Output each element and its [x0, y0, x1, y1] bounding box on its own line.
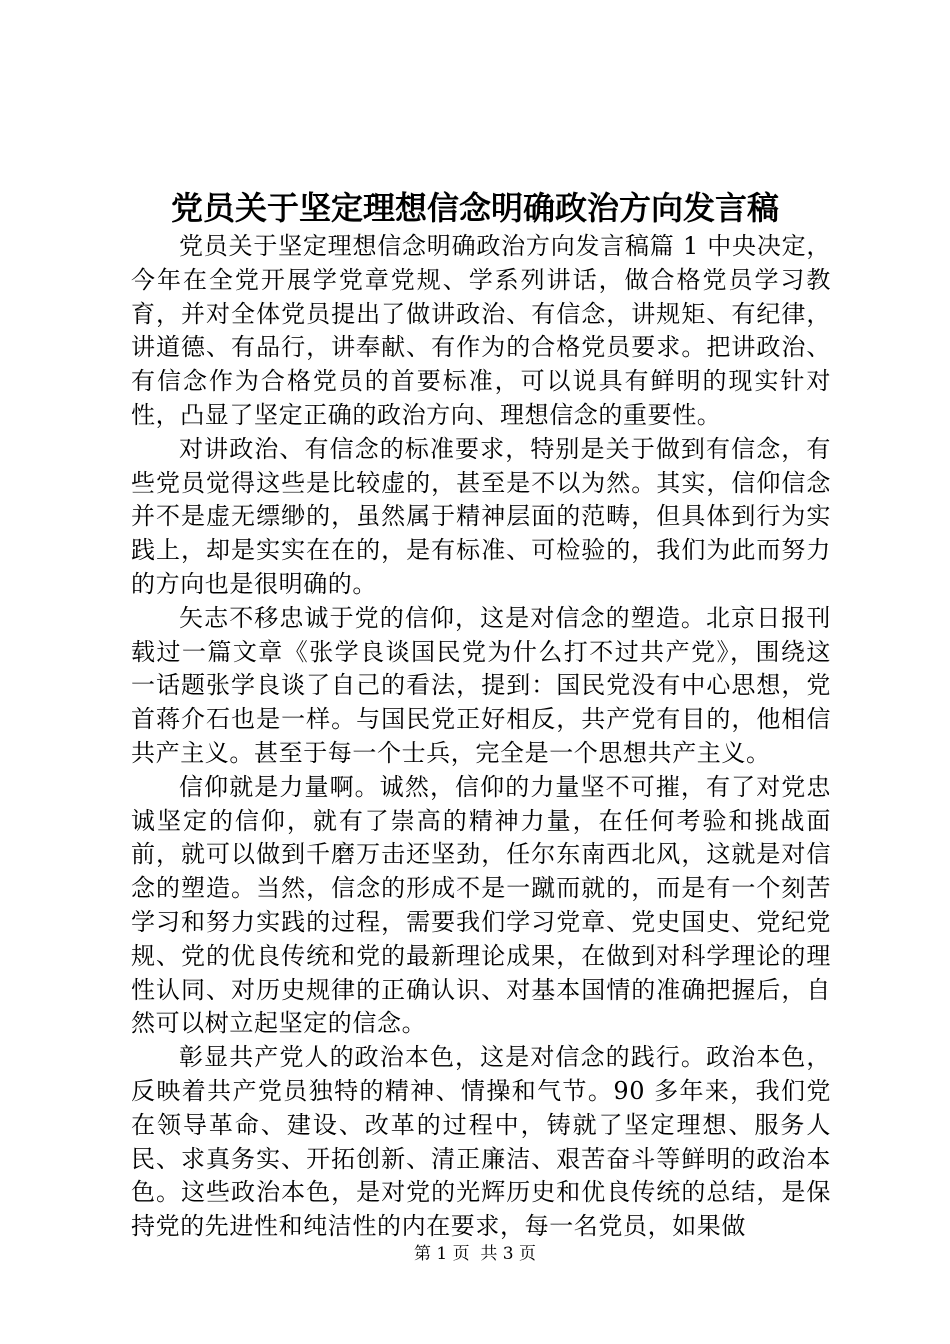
page-number-label: 第 1 页 共 3 页: [413, 1244, 537, 1264]
paragraph-5: 彰显共产党人的政治本色，这是对信念的践行。政治本色，反映着共产党员独特的精神、情操和气节。90 多年来，我们党在领导革命、建设、改革的过程中，铸就了坚定理想、服务人民、求真务实、开拓创新、清正廉洁、艰苦奋斗等鲜明的政治本色。这些政治本色，是对党的光辉历史和优良传统的总结，是保持党的先进性和纯洁性的内在要求，每一名党员，如果做: [131, 1043, 831, 1241]
paragraph-4: 信仰就是力量啊。诚然，信仰的力量坚不可摧，有了对党忠诚坚定的信仰，就有了崇高的精神力量，在任何考验和挑战面前，就可以做到千磨万击还坚劲，任尔东南西北风，这就是对信念的塑造。当然，信念的形成不是一蹴而就的，而是有一个刻苦学习和努力实践的过程，需要我们学习党章、党史国史、党纪党规、党的优良传统和党的最新理论成果，在做到对科学理论的理性认同、对历史规律的正确认识、对基本国情的准确把握后，自然可以树立起坚定的信念。: [131, 772, 831, 1038]
paragraph-3: 矢志不移忠诚于党的信仰，这是对信念的塑造。北京日报刊载过一篇文章《张学良谈国民党为什么打不过共产党》，围绕这一话题张学良谈了自己的看法，提到：国民党没有中心思想，党首蒋介石也是一样。与国民党正好相反，共产党有目的，他相信共产主义。甚至于每一个士兵，完全是一个思想共产主义。: [131, 603, 831, 767]
page-footer: [0, 1242, 950, 1266]
paragraph-1: 党员关于坚定理想信念明确政治方向发言稿篇 1 中央决定，今年在全党开展学党章党规、学系列讲话，做合格党员学习教育，并对全体党员提出了做讲政治、有信念，讲规矩、有纪律，讲道德、有品行，讲奉献、有作为的合格党员要求。把讲政治、有信念作为合格党员的首要标准，可以说具有鲜明的现实针对性，凸显了坚定正确的政治方向、理想信念的重要性。: [131, 232, 831, 429]
document-body: [131, 230, 831, 1244]
paragraph-2: 对讲政治、有信念的标准要求，特别是关于做到有信念，有些党员觉得这些是比较虚的，甚至是不以为然。其实，信仰信念并不是虚无缥缈的，虽然属于精神层面的范畴，但具体到行为实践上，却是实实在在的，是有标准、可检验的，我们为此而努力的方向也是很明确的。: [131, 434, 831, 598]
document-title: 党员关于坚定理想信念明确政治方向发言稿: [170, 189, 779, 227]
